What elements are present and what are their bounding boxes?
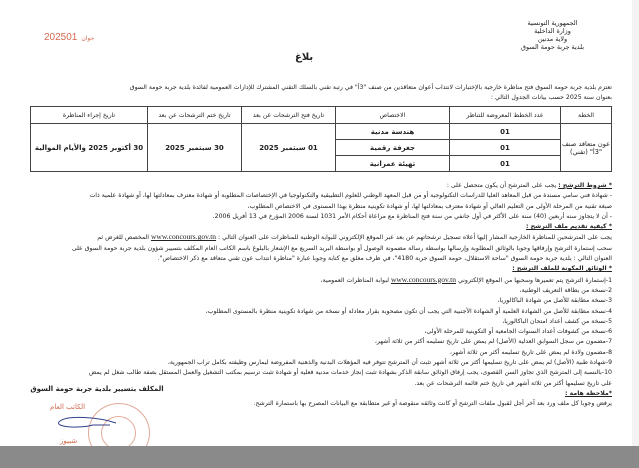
document-item: 8-مضمون ولادة لم يمض على تاريخ تسليمه أكثر من ثلاثة أشهر، <box>449 348 612 356</box>
plan-cell: عون متعاقد صنف "3أ" (تقني) <box>561 124 612 172</box>
open-date-cell: 01 سبتمبر 2025 <box>242 124 336 172</box>
intro-line: تعتزم بلدية جربة حومة السوق فتح مناظرة خارجية بالإختبارات لانتداب أعوان متعاقدين من صنف "3أ" في رتبة تقني بالسلك التقني المشترك للإدارات العمومية لفائدة بلدية جربة حومة السوق <box>129 84 612 91</box>
specialty-cell: هندسة مدنية <box>336 124 450 140</box>
condition-line: - شهادة فني سامي مسندة من قبل المعاهد العليا للدراسات التكنولوجية أو من قبل المعهد الوطني للعلوم التطبيقية والتكنولوجيا في الإختصاصات المطلوبة أو شهادة معترف بمعادلتها لها، أو شهادة علمية ذات <box>89 192 612 200</box>
count-cell: 01 <box>450 124 561 140</box>
intro-line: بعنوان سنة 2025 حسب بيانات الجدول التالي : <box>490 94 612 101</box>
document-item: 7-مضمون من سجل السوابق العدلية (الأصل) لم يمض على تاريخ تسليمه أكثر من ثلاثة أشهر، <box>374 338 612 346</box>
date-month: جوان <box>81 36 95 42</box>
page-title: بلاغ <box>295 52 314 63</box>
specialty-cell: تهيئة عمرانية <box>336 156 450 172</box>
date-day: 01 <box>66 32 78 43</box>
letterhead-line: وزارة الداخلية <box>534 27 571 35</box>
document-item: 5-نسخة من كشف أعداد امتحان الباكالوريا، <box>502 317 612 325</box>
letterhead-line: ولاية مدنين <box>537 35 568 43</box>
document-item: 3-نسخة مطابقة للأصل من شهادة الباكالوريا، <box>497 297 612 305</box>
concours-link[interactable]: www.concours.gov.tn <box>150 232 217 242</box>
conditions-heading-line <box>30 181 612 191</box>
submission-line: العنوان التالي : بلدية جربة حومة السوق "ساحة الاستقلال، حومة السوق جربة 4180"، في ظرف مغلق مع كتابة وجوبا عبارة "مناظرة انتداب عون تقني متعاقد مع ذكر الاختصاص". <box>157 255 612 263</box>
document-item: 9-شهادة طبية (الأصل) لم يمض على تاريخ تسليمها أكثر من ثلاثة أشهر تثبت أن المترشح تتوفر فيه المؤهلات البدنية والذهنية المفروضة ليمارس وظيفته بكامل تراب الجمهورية، <box>167 359 612 367</box>
column-header: الاختصاص <box>336 107 450 124</box>
column-header: تاريخ إجراء المناظرة <box>31 107 148 124</box>
condition-line: - أن لا يتجاوز سنه أربعين (40) سنة على الأكثر في أول جانفي من سنة فتح المناظرة مع مراعاة أحكام الأمر 1031 لسنة 2006 المؤرخ في 13 أفريل 2006. <box>212 212 612 220</box>
date-year: 2025 <box>44 32 67 43</box>
documents-heading: * الوثائق المكونة للملف الترشح : <box>512 265 612 273</box>
submission-line <box>30 232 612 243</box>
column-header: تاريخ فتح الترشحات عن بعد <box>242 107 336 124</box>
stamp-name: شبيوز <box>60 437 78 445</box>
intro-paragraph <box>30 83 612 103</box>
document-item: على تاريخ تسليمها أكثر من ثلاثة أشهر في تاريخ ختم قائمة الترشحات عن بعد. <box>414 379 612 387</box>
specialty-cell: جغرفة رقمية <box>336 140 450 156</box>
letterhead-line: الجمهورية التونسية <box>527 19 578 27</box>
scan-background <box>0 446 639 468</box>
handwritten-signature-icon <box>48 413 118 435</box>
letterhead-line: بلدية جربة حومة السوق <box>520 43 584 51</box>
positions-table <box>30 106 612 172</box>
column-header: الخطة <box>561 107 612 124</box>
exam-date-cell: 30 أكتوبر 2025 والأيام الموالية <box>31 124 148 172</box>
document-item <box>30 275 612 286</box>
submission-text: يجب على المترشحين للمناظرة الخارجية المشار إليها أعلاه تسجيل ترشحاتهم عن بعد عبر الموقع الإلكتروني للبوابة الوطنية للمناظرات على العنوان التالي : <box>218 234 612 242</box>
concours-link[interactable]: www.concours.gov.tn <box>390 274 457 284</box>
count-cell: 01 <box>450 140 561 156</box>
document-item: 4-نسخة مطابقة للأصل من الشهادة العلمية أو الشهادة الأجنبية التي يجب أن تكون مصحوبة بقرار معادلة أو نسخة من شهادة تكوينية منظرة بالمستوى المطلوب، <box>205 307 612 315</box>
document-text: 1-إستمارة الترشح يتم تعميرها وسحبها من الموقع الإلكتروني <box>457 276 612 284</box>
stamp-role: الكاتب العام <box>50 403 86 411</box>
document-item: 2-نسخة من بطاقة التعريف الوطنية، <box>519 286 612 294</box>
letterhead <box>521 19 584 51</box>
conditions-heading: * شروط الترشح : <box>558 182 612 189</box>
table-row <box>31 124 612 140</box>
scan-edge <box>632 0 639 446</box>
note-heading: *ملاحظة هامة : <box>565 389 612 397</box>
submission-heading: * كيفية تقديم ملف الترشح : <box>526 223 612 231</box>
document-item: 6-نسخة من كشوفات أعداد السنوات الجامعية أو التكوينية للمرحلة الأولى، <box>424 328 612 336</box>
column-header: عدد الخطط المعروضة للتناظر <box>450 107 561 124</box>
note-text: يرفض وجوبا كل ملف ورد بعد آخر أجل لقبول ملفات الترشح أو كانت وثائقه منقوصة أو غير متطابقة مع البيانات المصرح بها باستمارة الترشح. <box>253 400 612 408</box>
close-date-cell: 30 سبتمبر 2025 <box>148 124 242 172</box>
document-text: لبوابة المناظرات العمومية، <box>320 276 389 284</box>
document-item: 10-بالنسبة إلى المترشح الذي تجاوز السن القصوى، يجب إرفاق الوثائق سابقة الذكر بشهادة تثبت إنجاز خدمات مدنية فعلية أو شهادة تثبت ترسيم بمكتب التشغيل والعمل المستقل بصفة طالب شغل لم يمض <box>88 369 612 377</box>
condition-line: صبغة تقنية من المرحلة الأولى من التعليم العالي أو شهادة معترف بمعادلتها لها، أو شهادة تكوينية منظرة بهذا المستوى في الاختصاص المطلوب، <box>247 202 612 210</box>
conditions-lead: يجب على المترشح أن يكون متحصل على : <box>446 182 557 189</box>
submission-text: المخصص للغرض ثم <box>97 234 150 242</box>
table-header-row <box>31 107 612 124</box>
column-header: تاريخ ختم الترشحات عن بعد <box>148 107 242 124</box>
document-body <box>30 181 612 410</box>
signature-title: المكلف بتسيير بلدية جربة حومة السوق <box>30 385 164 393</box>
count-cell: 01 <box>450 156 561 172</box>
date-stamp <box>44 32 98 43</box>
submission-line: سحب إستمارة الترشح وإرفاقها وجوبا بالوثائق المطلوبة وإرسالها بواسطة رسالة مضمونة الوصول أو بواسطة البريد السريع مع الإشعار بالبلوغ باسم الكاتب العام المكلف بتسيير شؤون بلدية جربة حومة السوق على <box>71 244 612 252</box>
